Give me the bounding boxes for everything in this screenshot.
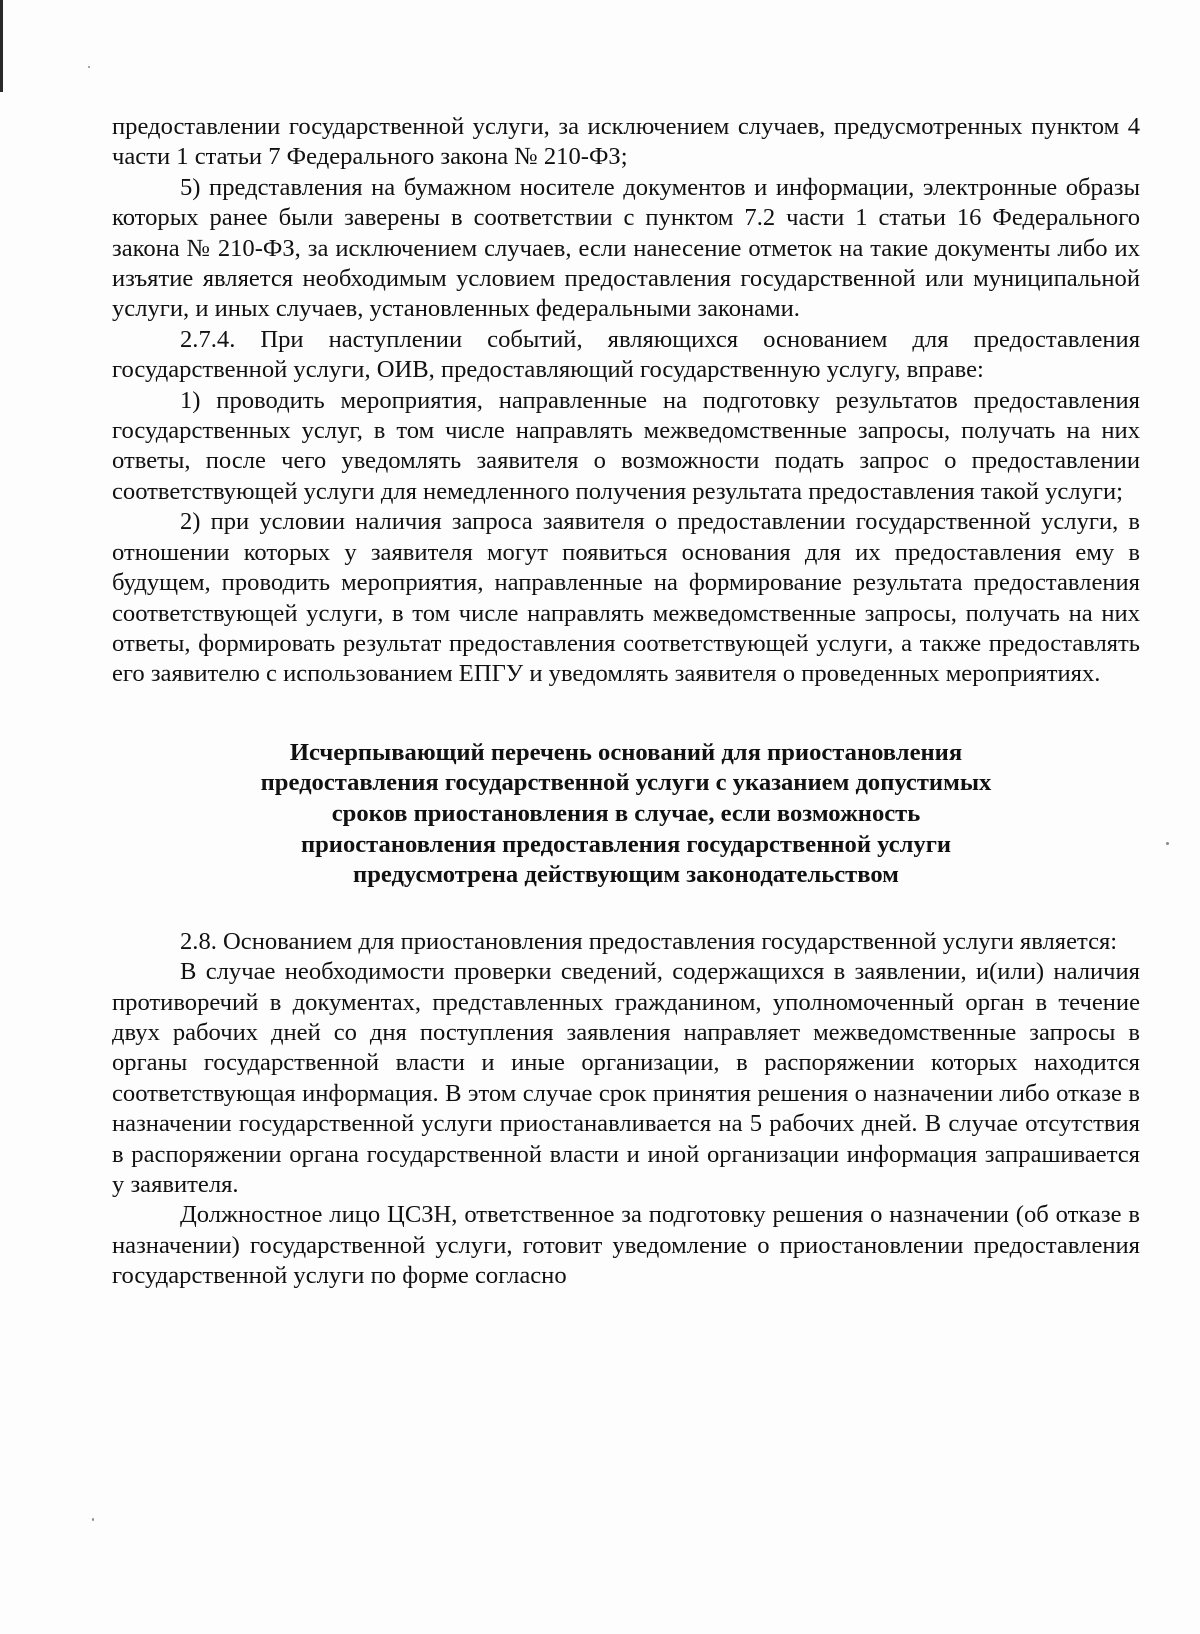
paragraph: 5) представления на бумажном носителе документов и информации, электронные образы которых ранее были заверены в соответствии с пунктом 7.2 части 1 статьи 16 Федерального закона № 210-ФЗ, за исключением случаев, если нанесение отметок на такие документы либо их изъятие является необходимым условием предоставления государственной или муниципальной услуги, и иных случаев, установленных федеральными законами. — [112, 173, 1140, 323]
heading-line: Исчерпывающий перечень оснований для приостановления — [289, 738, 963, 766]
paragraph: 1) проводить мероприятия, направленные на подготовку результатов предоставления государственных услуг, в том числе направлять межведомственные запросы, получать на них ответы, после чего уведомлять заявителя о возможности подать запрос о предоставлении соответствующей услуги для немедленного получения результата предоставления такой услуги; — [112, 386, 1140, 505]
paragraph: 2) при условии наличия запроса заявителя о предоставлении государственной услуги, в отношении которых у заявителя могут появиться основания для их предоставления ему в будущем, проводить мероприятия, направленные на формирование результата предоставления соответствующей услуги, в том числе направлять межведомственные запросы, получать на них ответы, формировать результат предоставления соответствующей услуги, а также предоставлять его заявителю с использованием ЕПГУ и уведомлять заявителя о проведенных мероприятиях. — [112, 508, 1140, 688]
paragraph: В случае необходимости проверки сведений, содержащихся в заявлении, и(или) наличия противоречий в документах, представленных гражданином, уполномоченный орган в течение двух рабочих дней со дня поступления заявления направляет межведомственные запросы в органы государственной власти и иные организации, в распоряжении которых находится соответствующая информация. В этом случае срок принятия решения о назначении либо отказе в назначении государственной услуги приостанавливается на 5 рабочих дней. В случае отсутствия в распоряжении органа государственной власти и иной организации информация запрашивается у заявителя. — [112, 958, 1140, 1198]
paragraph: Должностное лицо ЦСЗН, ответственное за подготовку решения о назначении (об отказе в назначении) государственной услуги, готовит уведомление о приостановлении предоставления государственной услуги по форме согласно — [112, 1201, 1140, 1290]
heading-line: предусмотрена действующим законодательством — [353, 861, 899, 889]
heading-line: сроков приостановления в случае, если возможность — [331, 799, 921, 827]
paragraphs-after — [112, 927, 1140, 1292]
paragraph: предоставлении государственной услуги, за исключением случаев, предусмотренных пунктом 4 части 1 статьи 7 Федерального закона № 210-ФЗ; — [112, 113, 1140, 171]
section-heading — [112, 738, 1140, 891]
scan-speck — [88, 66, 90, 68]
document-body — [112, 112, 1140, 1292]
paragraphs-before — [112, 112, 1140, 690]
heading-line: предоставления государственной услуги с указанием допустимых — [260, 769, 992, 797]
paragraph: 2.8. Основанием для приостановления предоставления государственной услуги является: — [180, 927, 1118, 955]
scan-speck — [92, 1518, 94, 1521]
heading-line: приостановления предоставления государственной услуги — [300, 830, 952, 858]
paragraph: 2.7.4. При наступлении событий, являющихся основанием для предоставления государственной услуги, ОИВ, предоставляющий государственную услугу, вправе: — [112, 325, 1140, 384]
scan-speck — [1166, 842, 1169, 845]
scan-edge-line — [0, 0, 3, 92]
